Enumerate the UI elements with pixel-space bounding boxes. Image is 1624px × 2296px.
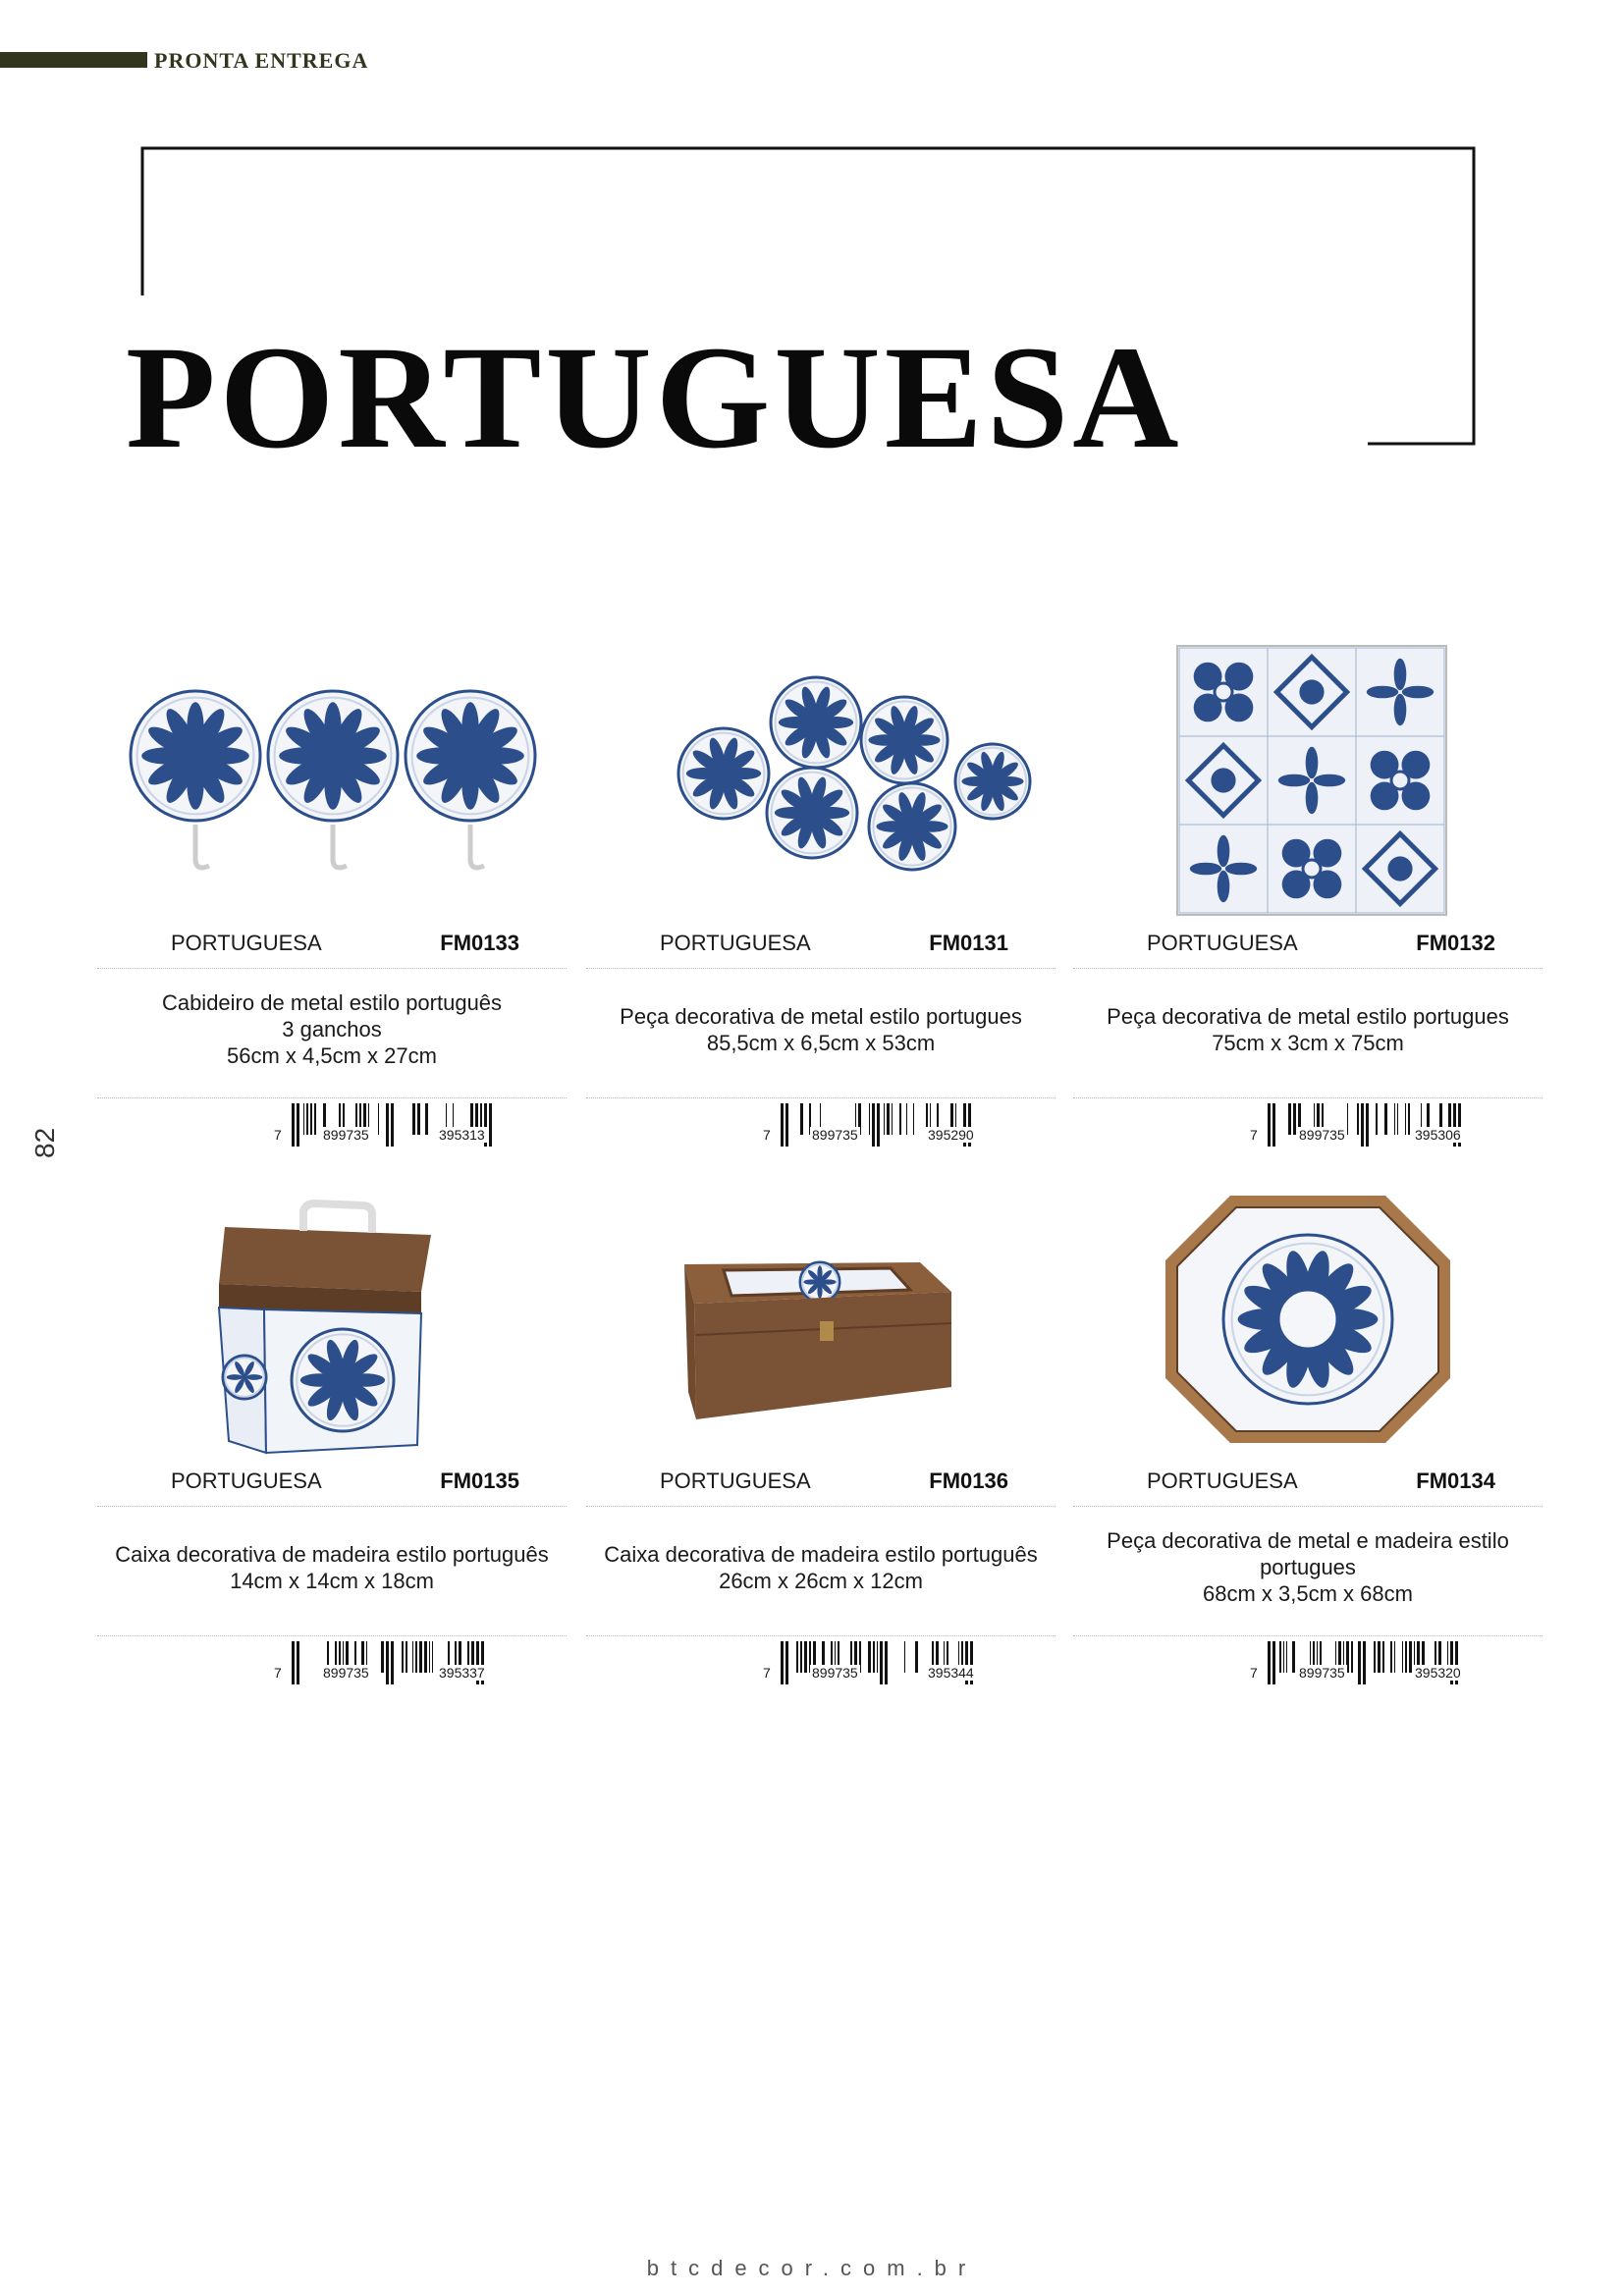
product-card[interactable]: [1073, 1176, 1543, 1686]
octagon-tray-icon[interactable]: [1073, 1176, 1543, 1461]
product-line-name: PORTUGUESA: [1147, 931, 1298, 955]
product-line-name: PORTUGUESA: [1147, 1468, 1298, 1493]
three-plates-hook-icon[interactable]: [97, 638, 567, 923]
header-accent-bar: [0, 52, 147, 68]
divider: [97, 1097, 567, 1098]
barcode-prefix: 7: [274, 1127, 282, 1143]
description-line: Cabideiro de metal estilo português: [161, 990, 503, 1015]
product-card[interactable]: [586, 638, 1056, 1148]
divider: [1073, 968, 1543, 969]
barcode-group-2: 395320: [1415, 1665, 1461, 1681]
product-description: [586, 1541, 1056, 1594]
divider: [97, 968, 567, 969]
barcode-group-2: 395306: [1415, 1127, 1461, 1143]
barcode-prefix: 7: [274, 1665, 282, 1681]
divider: [97, 1506, 567, 1507]
wood-box-icon[interactable]: [586, 1176, 1056, 1461]
product-card[interactable]: [586, 1176, 1056, 1686]
description-line: 26cm x 26cm x 12cm: [719, 1569, 923, 1593]
product-description: [586, 1003, 1056, 1056]
barcode-group-1: 899735: [812, 1665, 858, 1681]
product-card[interactable]: [97, 1176, 567, 1686]
product-code: FM0132: [1416, 931, 1495, 955]
divider: [1073, 1506, 1543, 1507]
page-title: PORTUGUESA: [126, 316, 1183, 479]
barcode-prefix: 7: [763, 1665, 771, 1681]
divider: [586, 1506, 1056, 1507]
product-card[interactable]: [97, 638, 567, 1148]
barcode-prefix: 7: [1250, 1665, 1258, 1681]
divider: [97, 1635, 567, 1636]
description-line: Peça decorativa de metal estilo portugues: [620, 1004, 1022, 1029]
product-line-name: PORTUGUESA: [171, 1468, 322, 1493]
description-line: 85,5cm x 6,5cm x 53cm: [706, 1031, 936, 1055]
product-code: FM0133: [440, 931, 519, 955]
divider: [1073, 1635, 1543, 1636]
barcode: [1240, 1103, 1525, 1162]
description-line: 68cm x 3,5cm x 68cm: [1203, 1581, 1413, 1606]
description-line: Caixa decorativa de madeira estilo português: [604, 1542, 1038, 1567]
product-description: [97, 989, 567, 1069]
footer-url[interactable]: btcdecor.com.br: [646, 2256, 978, 2280]
plate-cluster-icon[interactable]: [586, 638, 1056, 923]
description-line: 56cm x 4,5cm x 27cm: [227, 1043, 437, 1068]
barcode-group-2: 395337: [439, 1665, 485, 1681]
barcode-prefix: 7: [1250, 1127, 1258, 1143]
barcode: [1240, 1641, 1525, 1700]
product-code: FM0131: [929, 931, 1008, 955]
barcode-group-1: 899735: [323, 1665, 369, 1681]
product-card[interactable]: [1073, 638, 1543, 1148]
product-description: [1073, 1527, 1543, 1607]
barcode-group-1: 899735: [323, 1127, 369, 1143]
barcode: [753, 1641, 1038, 1700]
barcode: [264, 1103, 549, 1162]
product-code: FM0136: [929, 1468, 1008, 1493]
barcode-group-2: 395344: [928, 1665, 974, 1681]
product-line-name: PORTUGUESA: [660, 1468, 811, 1493]
barcode-prefix: 7: [763, 1127, 771, 1143]
tile-panel-icon[interactable]: [1073, 638, 1543, 923]
barcode-group-1: 899735: [1299, 1127, 1345, 1143]
barcode-group-1: 899735: [1299, 1665, 1345, 1681]
description-line: Peça decorativa de metal e madeira estilo: [1107, 1528, 1509, 1553]
product-description: [1073, 1003, 1543, 1056]
divider: [586, 968, 1056, 969]
description-line: 3 ganchos: [282, 1017, 382, 1041]
product-code: FM0135: [440, 1468, 519, 1493]
divider: [586, 1097, 1056, 1098]
section-tag: PRONTA ENTREGA: [154, 48, 369, 73]
barcode: [264, 1641, 549, 1700]
page-number: 82: [29, 1127, 60, 1158]
divider: [1073, 1097, 1543, 1098]
description-line: 14cm x 14cm x 18cm: [230, 1569, 434, 1593]
divider: [586, 1635, 1056, 1636]
barcode-group-2: 395313: [439, 1127, 485, 1143]
product-line-name: PORTUGUESA: [171, 931, 322, 955]
barcode: [753, 1103, 1038, 1162]
product-code: FM0134: [1416, 1468, 1495, 1493]
product-line-name: PORTUGUESA: [660, 931, 811, 955]
product-description: [97, 1541, 567, 1594]
description-line: portugues: [1260, 1555, 1356, 1579]
barcode-group-1: 899735: [812, 1127, 858, 1143]
description-line: 75cm x 3cm x 75cm: [1212, 1031, 1404, 1055]
cube-box-icon[interactable]: [97, 1176, 567, 1461]
barcode-group-2: 395290: [928, 1127, 974, 1143]
description-line: Caixa decorativa de madeira estilo português: [115, 1542, 549, 1567]
description-line: Peça decorativa de metal estilo portugues: [1107, 1004, 1509, 1029]
